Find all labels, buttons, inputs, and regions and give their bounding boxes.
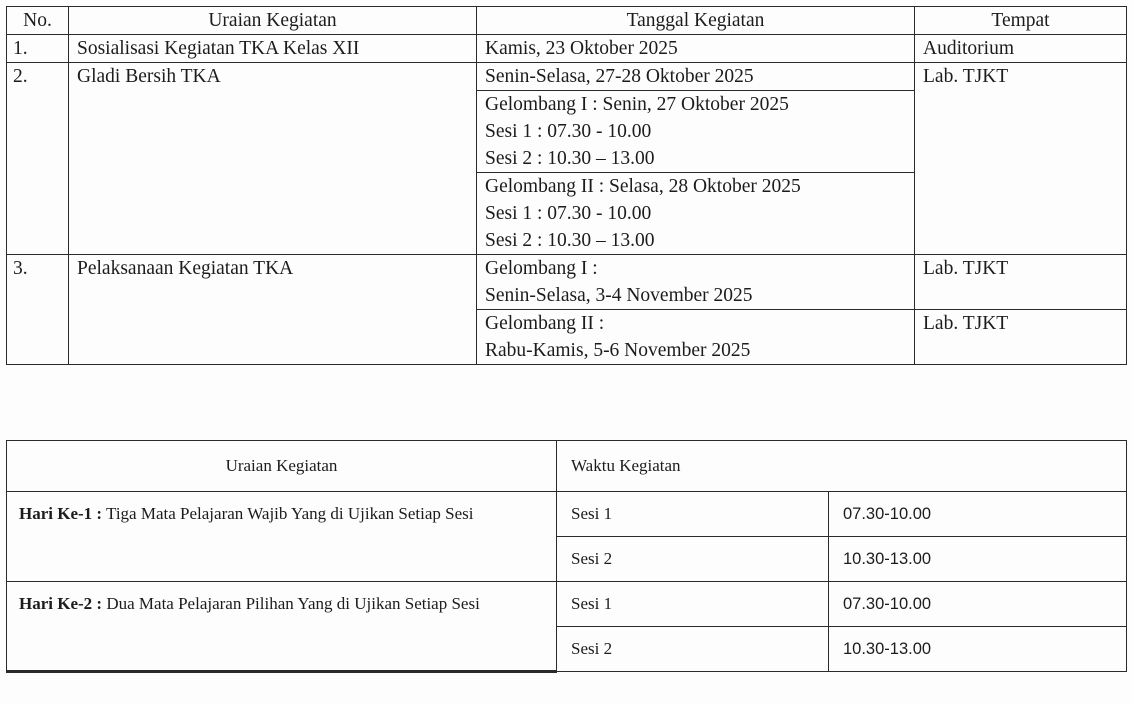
row-tanggal: Kamis, 23 Oktober 2025 [477, 35, 915, 63]
gelombang-title: Gelombang II : Selasa, 28 Oktober 2025 [485, 176, 801, 197]
day-label: Hari Ke-2 : [19, 594, 103, 613]
table-row [7, 582, 1127, 627]
row-tanggal: Senin-Selasa, 27-28 Oktober 2025 [477, 63, 915, 91]
row-number: 3. [7, 255, 69, 365]
gelombang-title: Gelombang II : [485, 313, 605, 334]
session-time: 10.30-13.00 [829, 627, 1127, 672]
row-number: 1. [7, 35, 69, 63]
row-tempat: Lab. TJKT [915, 63, 1127, 255]
session-time: 07.30-10.00 [829, 582, 1127, 627]
sesi-line: Sesi 1 : 07.30 - 10.00 [485, 121, 652, 142]
day-description: Dua Mata Pelajaran Pilihan Yang di Ujikan Setiap Sesi [106, 594, 480, 613]
header-no: No. [7, 7, 69, 35]
gelombang-cell [477, 255, 915, 310]
session-time: 10.30-13.00 [829, 537, 1127, 582]
header-waktu: Waktu Kegiatan [557, 441, 1127, 492]
header-tempat: Tempat [915, 7, 1127, 35]
day-label: Hari Ke-1 : [19, 504, 103, 523]
session-label: Sesi 2 [557, 627, 829, 672]
header-row [7, 7, 1127, 35]
row-tempat: Lab. TJKT [915, 310, 1127, 365]
gelombang-title: Gelombang I : Senin, 27 Oktober 2025 [485, 94, 789, 115]
table-row [7, 255, 1127, 310]
header-uraian: Uraian Kegiatan [69, 7, 477, 35]
row-uraian: Pelaksanaan Kegiatan TKA [69, 255, 477, 365]
row-number: 2. [7, 63, 69, 255]
row-tempat: Auditorium [915, 35, 1127, 63]
session-label: Sesi 1 [557, 582, 829, 627]
session-label: Sesi 2 [557, 537, 829, 582]
row-tempat: Lab. TJKT [915, 255, 1127, 310]
table-row [7, 35, 1127, 63]
gelombang-title: Gelombang I : [485, 258, 598, 279]
header-row [7, 441, 1127, 492]
table-row [7, 63, 1127, 91]
row-uraian: Gladi Bersih TKA [69, 63, 477, 255]
day-description-cell [7, 492, 557, 582]
gelombang-cell [477, 310, 915, 365]
table-row [7, 492, 1127, 537]
sesi-line: Sesi 2 : 10.30 – 13.00 [485, 230, 655, 251]
session-time-table [6, 440, 1127, 673]
gelombang-date: Senin-Selasa, 3-4 November 2025 [485, 285, 753, 306]
sesi-line: Sesi 2 : 10.30 – 13.00 [485, 148, 655, 169]
header-tanggal: Tanggal Kegiatan [477, 7, 915, 35]
header-uraian: Uraian Kegiatan [7, 441, 557, 492]
row-uraian: Sosialisasi Kegiatan TKA Kelas XII [69, 35, 477, 63]
sesi-line: Sesi 1 : 07.30 - 10.00 [485, 203, 652, 224]
session-time: 07.30-10.00 [829, 492, 1127, 537]
day-description-cell [7, 582, 557, 672]
day-description: Tiga Mata Pelajaran Wajib Yang di Ujikan Setiap Sesi [106, 504, 474, 523]
gelombang-cell [477, 91, 915, 173]
schedule-table [6, 6, 1127, 365]
gelombang-date: Rabu-Kamis, 5-6 November 2025 [485, 340, 751, 361]
gelombang-cell [477, 173, 915, 255]
session-label: Sesi 1 [557, 492, 829, 537]
